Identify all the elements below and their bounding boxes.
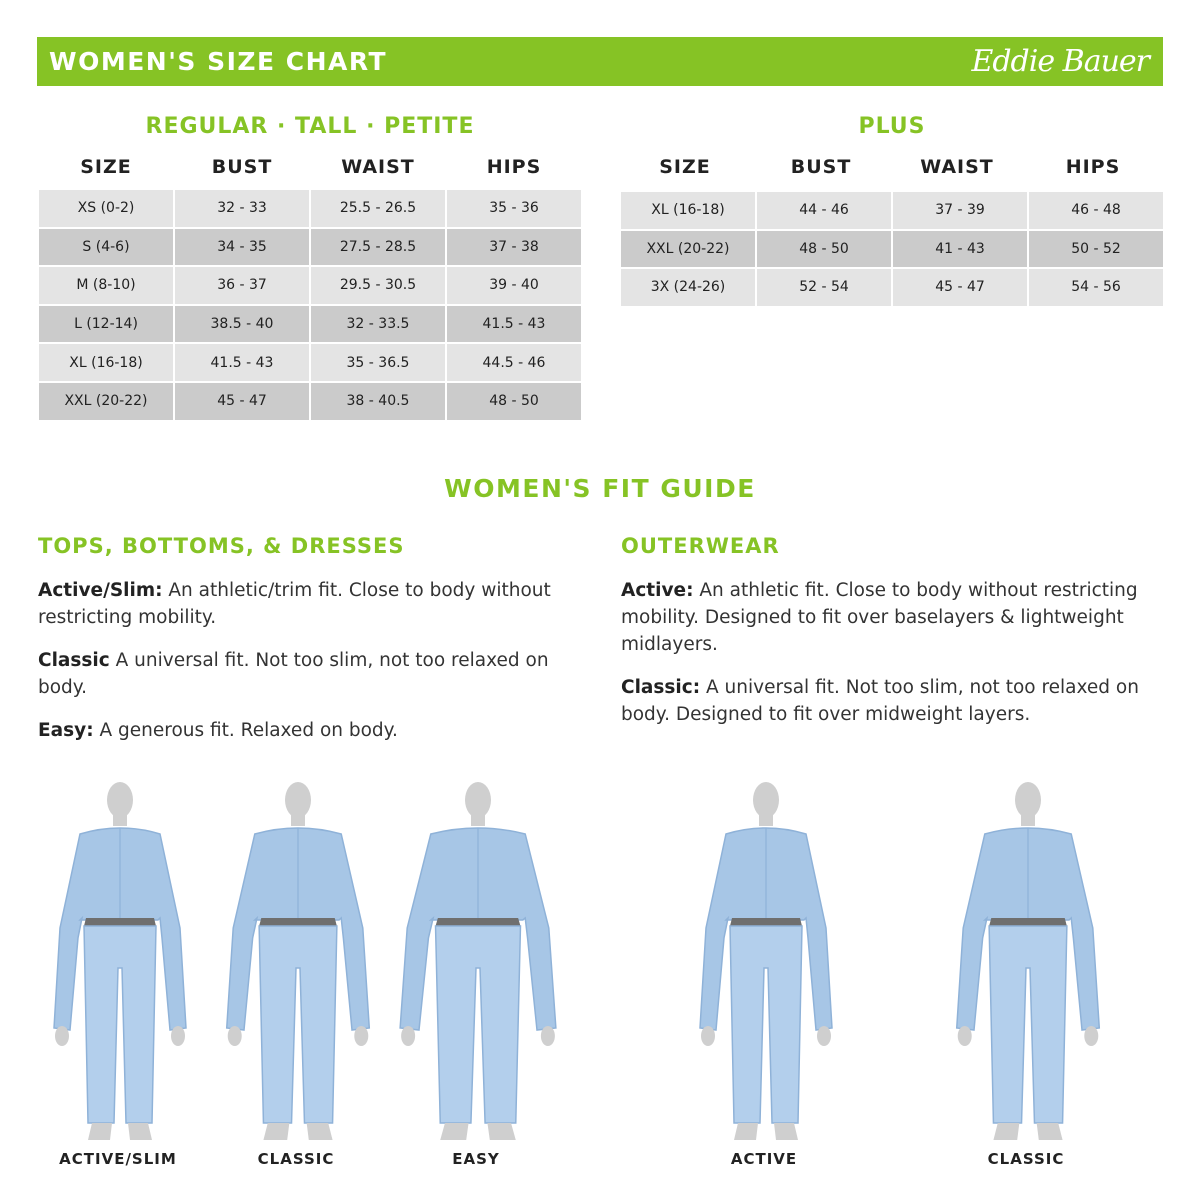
header-banner (37, 37, 1163, 86)
tops-heading: TOPS, BOTTOMS, & DRESSES (38, 534, 405, 558)
table-cell: 52 - 54 (757, 269, 891, 306)
figure-label: CLASSIC (987, 1150, 1065, 1168)
table-cell: 35 - 36.5 (311, 344, 445, 381)
table-cell: 27.5 - 28.5 (311, 229, 445, 266)
table-cell: 34 - 35 (175, 229, 309, 266)
table-cell: 45 - 47 (893, 269, 1027, 306)
page-title: WOMEN'S SIZE CHART (49, 47, 388, 76)
fit-term: Easy: (38, 720, 94, 741)
fit-term: Active: (621, 580, 694, 601)
table-cell: M (8-10) (39, 267, 173, 304)
fit-description: A universal fit. Not too slim, not too relaxed on body. Designed to fit over midweight layers. (621, 677, 1139, 725)
table-cell: 44.5 - 46 (447, 344, 581, 381)
column-header: BUST (790, 156, 852, 178)
table-cell: 32 - 33 (175, 190, 309, 227)
mannequin-figure (378, 778, 578, 1148)
table-row (39, 267, 583, 306)
regular-chart-table (39, 190, 583, 422)
fit-definition (38, 717, 588, 744)
table-cell: XXL (20-22) (621, 231, 755, 268)
table-cell: 50 - 52 (1029, 231, 1163, 268)
table-cell: 25.5 - 26.5 (311, 190, 445, 227)
mannequin-figure (928, 778, 1128, 1148)
fit-description: A generous fit. Relaxed on body. (93, 720, 398, 741)
fit-description: A universal fit. Not too slim, not too relaxed on body. (38, 650, 549, 698)
table-row (621, 192, 1165, 231)
figure-label: EASY (452, 1150, 500, 1168)
outerwear-definitions (621, 577, 1166, 744)
table-row (39, 383, 583, 422)
column-header: HIPS (1065, 156, 1121, 178)
table-cell: XS (0-2) (39, 190, 173, 227)
table-cell: 45 - 47 (175, 383, 309, 420)
outerwear-heading: OUTERWEAR (621, 534, 780, 558)
regular-chart-columns (38, 156, 582, 178)
table-cell: 32 - 33.5 (311, 306, 445, 343)
plus-chart-columns (617, 156, 1161, 178)
table-cell: 3X (24-26) (621, 269, 755, 306)
fit-definition (38, 647, 588, 701)
table-row (621, 231, 1165, 270)
table-cell: 44 - 46 (757, 192, 891, 229)
table-cell: 35 - 36 (447, 190, 581, 227)
table-cell: 36 - 37 (175, 267, 309, 304)
table-cell: 38.5 - 40 (175, 306, 309, 343)
plus-chart-table (621, 192, 1165, 308)
table-cell: 41 - 43 (893, 231, 1027, 268)
table-cell: 38 - 40.5 (311, 383, 445, 420)
column-header: SIZE (80, 156, 132, 178)
fit-definition (621, 577, 1166, 658)
table-row (39, 306, 583, 345)
table-cell: 29.5 - 30.5 (311, 267, 445, 304)
table-cell: 39 - 40 (447, 267, 581, 304)
fit-description: An athletic/trim fit. Close to body without restricting mobility. (38, 580, 551, 628)
table-cell: 48 - 50 (757, 231, 891, 268)
table-cell: 37 - 38 (447, 229, 581, 266)
table-cell: XL (16-18) (39, 344, 173, 381)
table-row (621, 269, 1165, 308)
column-header: SIZE (659, 156, 711, 178)
table-cell: 41.5 - 43 (175, 344, 309, 381)
table-cell: XL (16-18) (621, 192, 755, 229)
table-cell: 41.5 - 43 (447, 306, 581, 343)
figure-label: CLASSIC (257, 1150, 335, 1168)
regular-chart-heading: REGULAR · TALL · PETITE (145, 114, 475, 139)
brand-logo: Eddie Bauer (971, 43, 1149, 79)
fit-term: Active/Slim: (38, 580, 163, 601)
fit-guide-title: WOMEN'S FIT GUIDE (444, 474, 756, 503)
table-cell: L (12-14) (39, 306, 173, 343)
tops-definitions (38, 577, 588, 760)
table-row (39, 190, 583, 229)
column-header: WAIST (341, 156, 415, 178)
figure-label: ACTIVE (730, 1150, 798, 1168)
fit-term: Classic: (621, 677, 701, 698)
fit-description: An athletic fit. Close to body without restricting mobility. Designed to fit over baselayers & lightweight midlayers. (621, 580, 1138, 655)
table-cell: XXL (20-22) (39, 383, 173, 420)
table-row (39, 344, 583, 383)
column-header: HIPS (486, 156, 542, 178)
fit-definition (621, 674, 1166, 728)
column-header: WAIST (920, 156, 994, 178)
mannequin-figure (666, 778, 866, 1148)
table-cell: 48 - 50 (447, 383, 581, 420)
fit-term: Classic (38, 650, 110, 671)
fit-definition (38, 577, 588, 631)
table-cell: 54 - 56 (1029, 269, 1163, 306)
figure-label: ACTIVE/SLIM (59, 1150, 177, 1168)
mannequin-figure (198, 778, 398, 1148)
plus-chart-heading: PLUS (858, 114, 926, 139)
column-header: BUST (211, 156, 273, 178)
table-row (39, 229, 583, 268)
mannequin-figure (20, 778, 220, 1148)
table-cell: 46 - 48 (1029, 192, 1163, 229)
table-cell: 37 - 39 (893, 192, 1027, 229)
table-cell: S (4-6) (39, 229, 173, 266)
